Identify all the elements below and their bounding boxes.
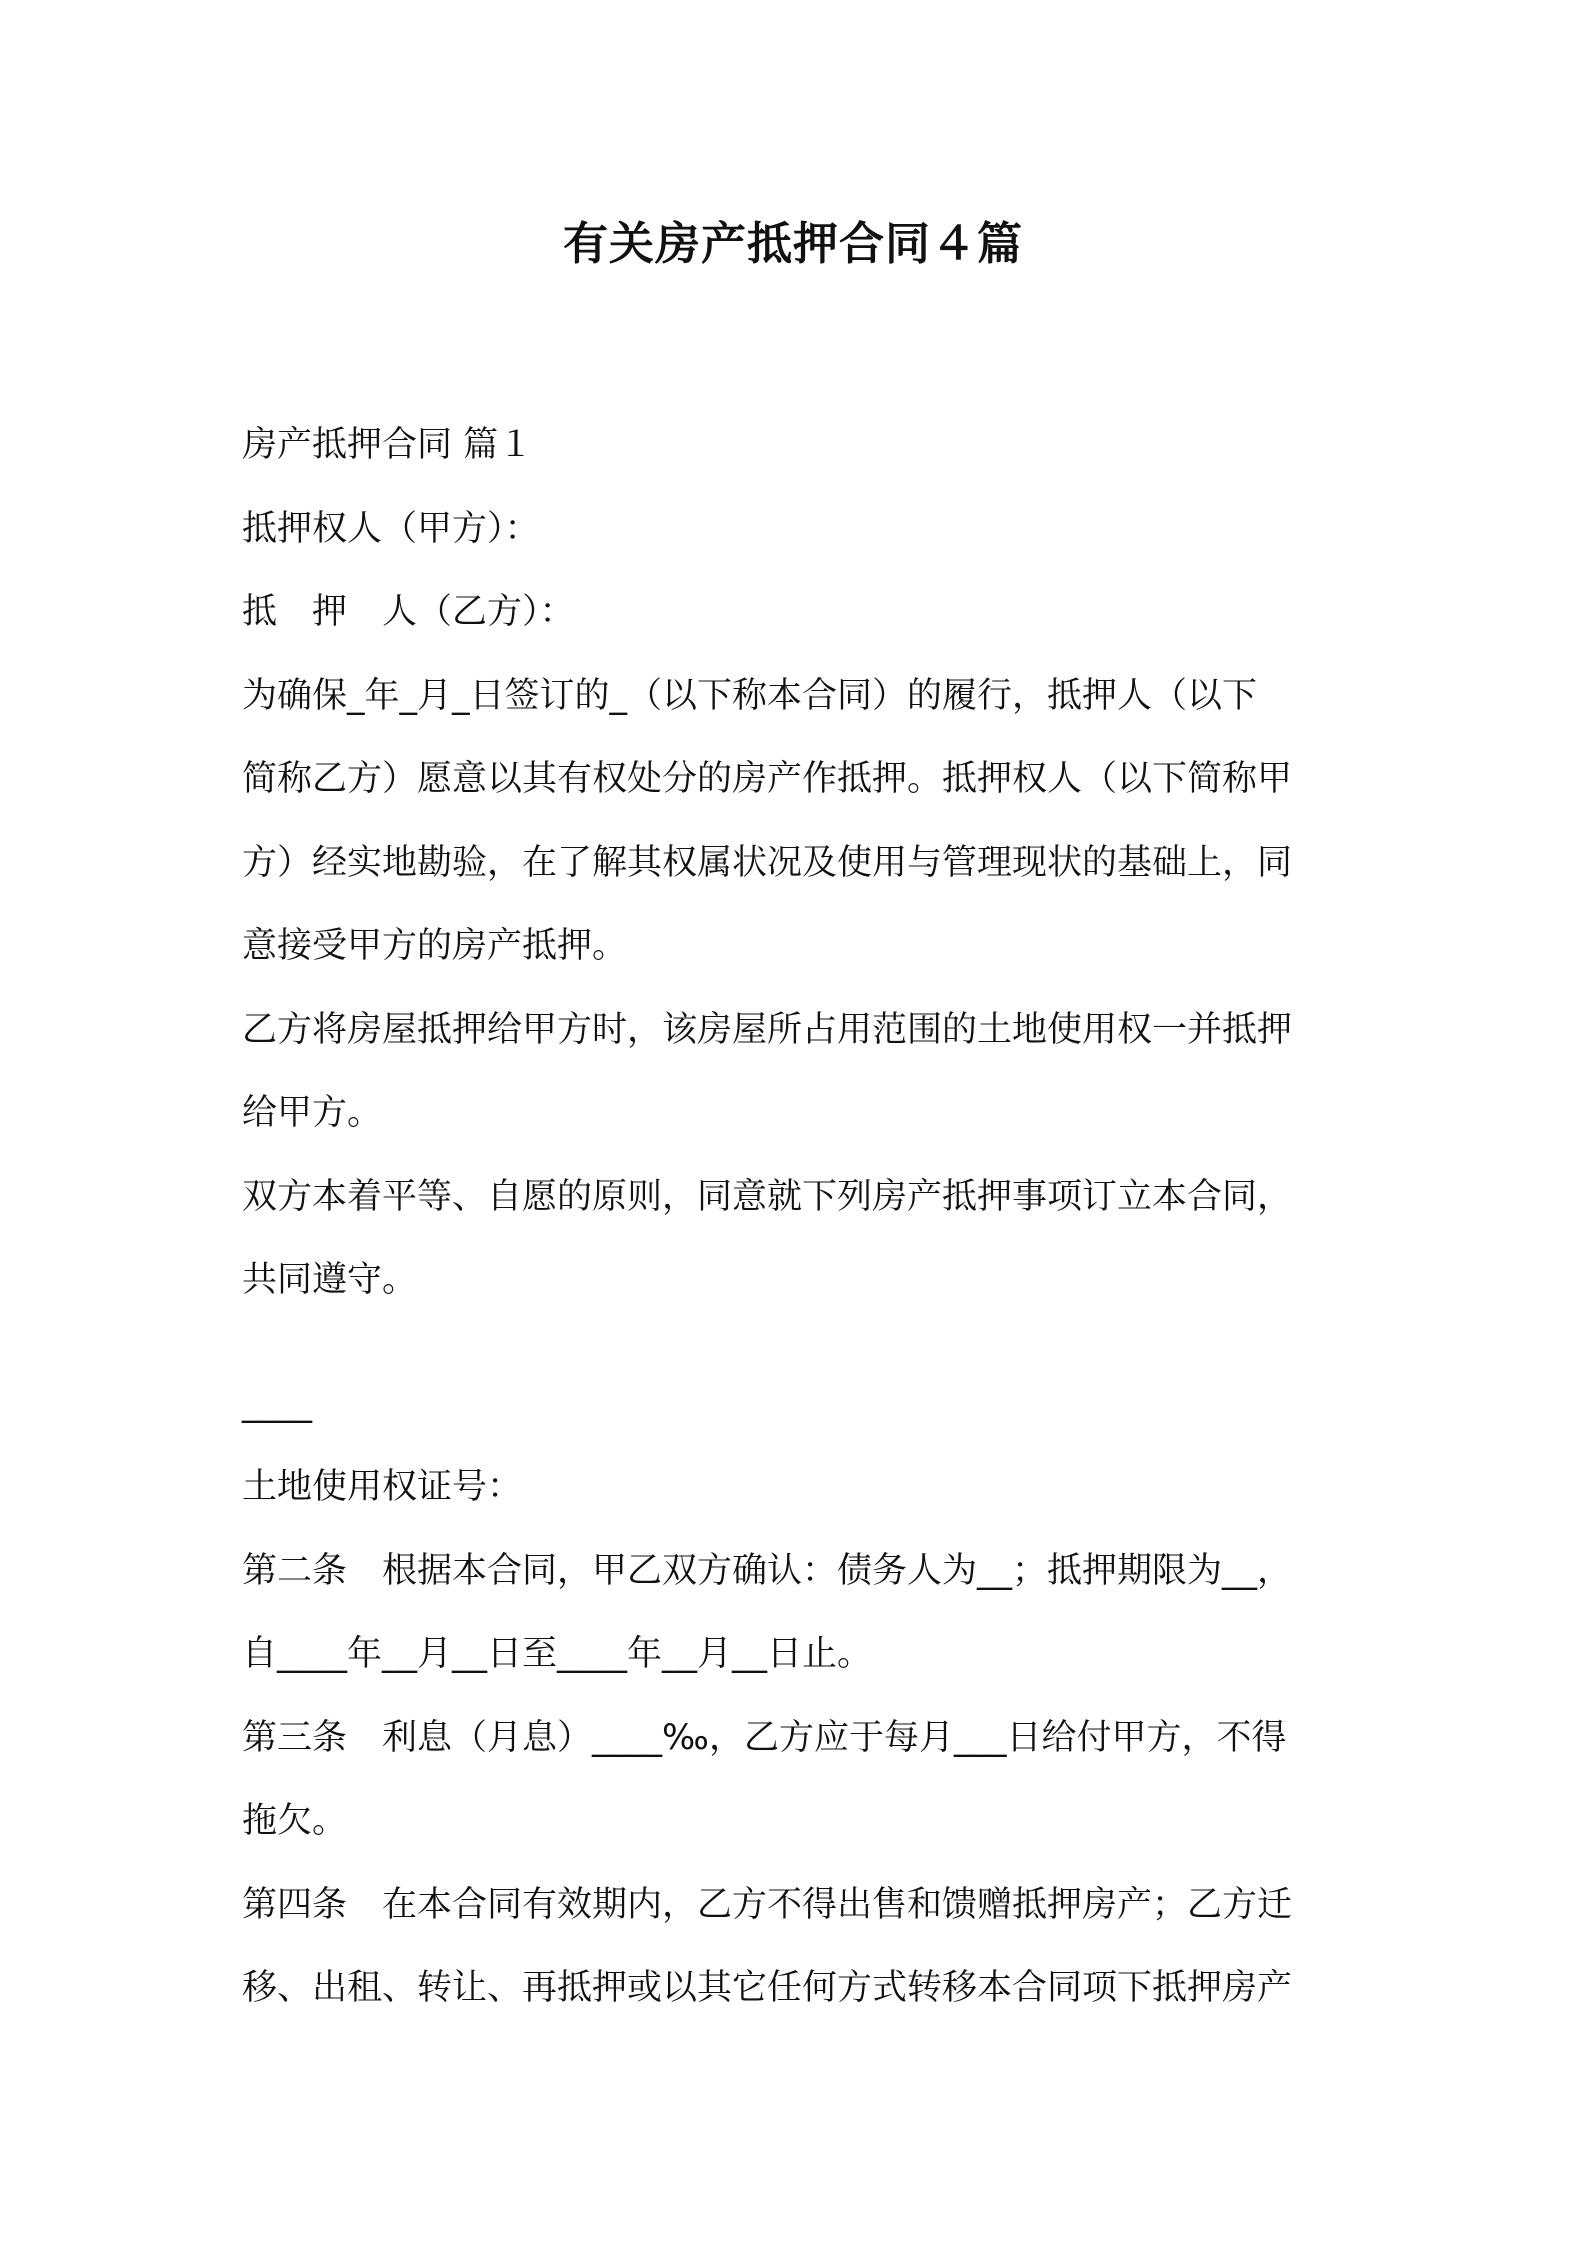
paragraph-line: 意接受甲方的房产抵押。 <box>242 926 628 966</box>
paragraph-line: 为确保_年_月_日签订的_（以下称本合同）的履行，抵押人（以下 <box>242 675 1258 716</box>
paragraph-line: 简称乙方）愿意以其有权处分的房产作抵押。抵押权人（以下简称甲 <box>242 759 1293 799</box>
paragraph-line: 双方本着平等、自愿的原则，同意就下列房产抵押事项订立本合同， <box>242 1176 1293 1217</box>
article-3-line: 拖欠。 <box>242 1801 348 1841</box>
blank-line: ____ <box>242 1383 312 1424</box>
article-4-line: 第四条 在本合同有效期内，乙方不得出售和馈赠抵押房产；乙方迁 <box>242 1884 1293 1925</box>
paragraph-line: 乙方将房屋抵押给甲方时，该房屋所占用范围的土地使用权一并抵押 <box>242 1009 1293 1050</box>
document-body <box>242 404 1362 2031</box>
article-4-line: 移、出租、转让、再抵押或以其它任何方式转移本合同项下抵押房产 <box>242 1968 1293 2008</box>
paragraph-line: 共同遵守。 <box>242 1260 418 1300</box>
article-2-line: 第二条 根据本合同，甲乙双方确认：债务人为__；抵押期限为__， <box>242 1550 1293 1591</box>
land-certificate-line: 土地使用权证号： <box>242 1467 523 1507</box>
paragraph-line: 给甲方。 <box>242 1093 383 1133</box>
paragraph-line: 方）经实地勘验，在了解其权属状况及使用与管理现状的基础上，同 <box>242 842 1293 883</box>
document-title: 有关房产抵押合同４篇 <box>562 217 1023 270</box>
mortgagor-line: 抵 押 人（乙方）： <box>242 592 575 632</box>
article-3-line: 第三条 利息（月息）____‰，乙方应于每月___日给付甲方，不得 <box>242 1717 1287 1758</box>
section-heading: 房产抵押合同 篇１ <box>242 425 534 465</box>
paragraph-gap <box>242 1323 1362 1363</box>
article-2-line: 自____年__月__日至____年__月__日止。 <box>242 1634 873 1674</box>
mortgagee-line: 抵押权人（甲方）： <box>242 508 540 549</box>
